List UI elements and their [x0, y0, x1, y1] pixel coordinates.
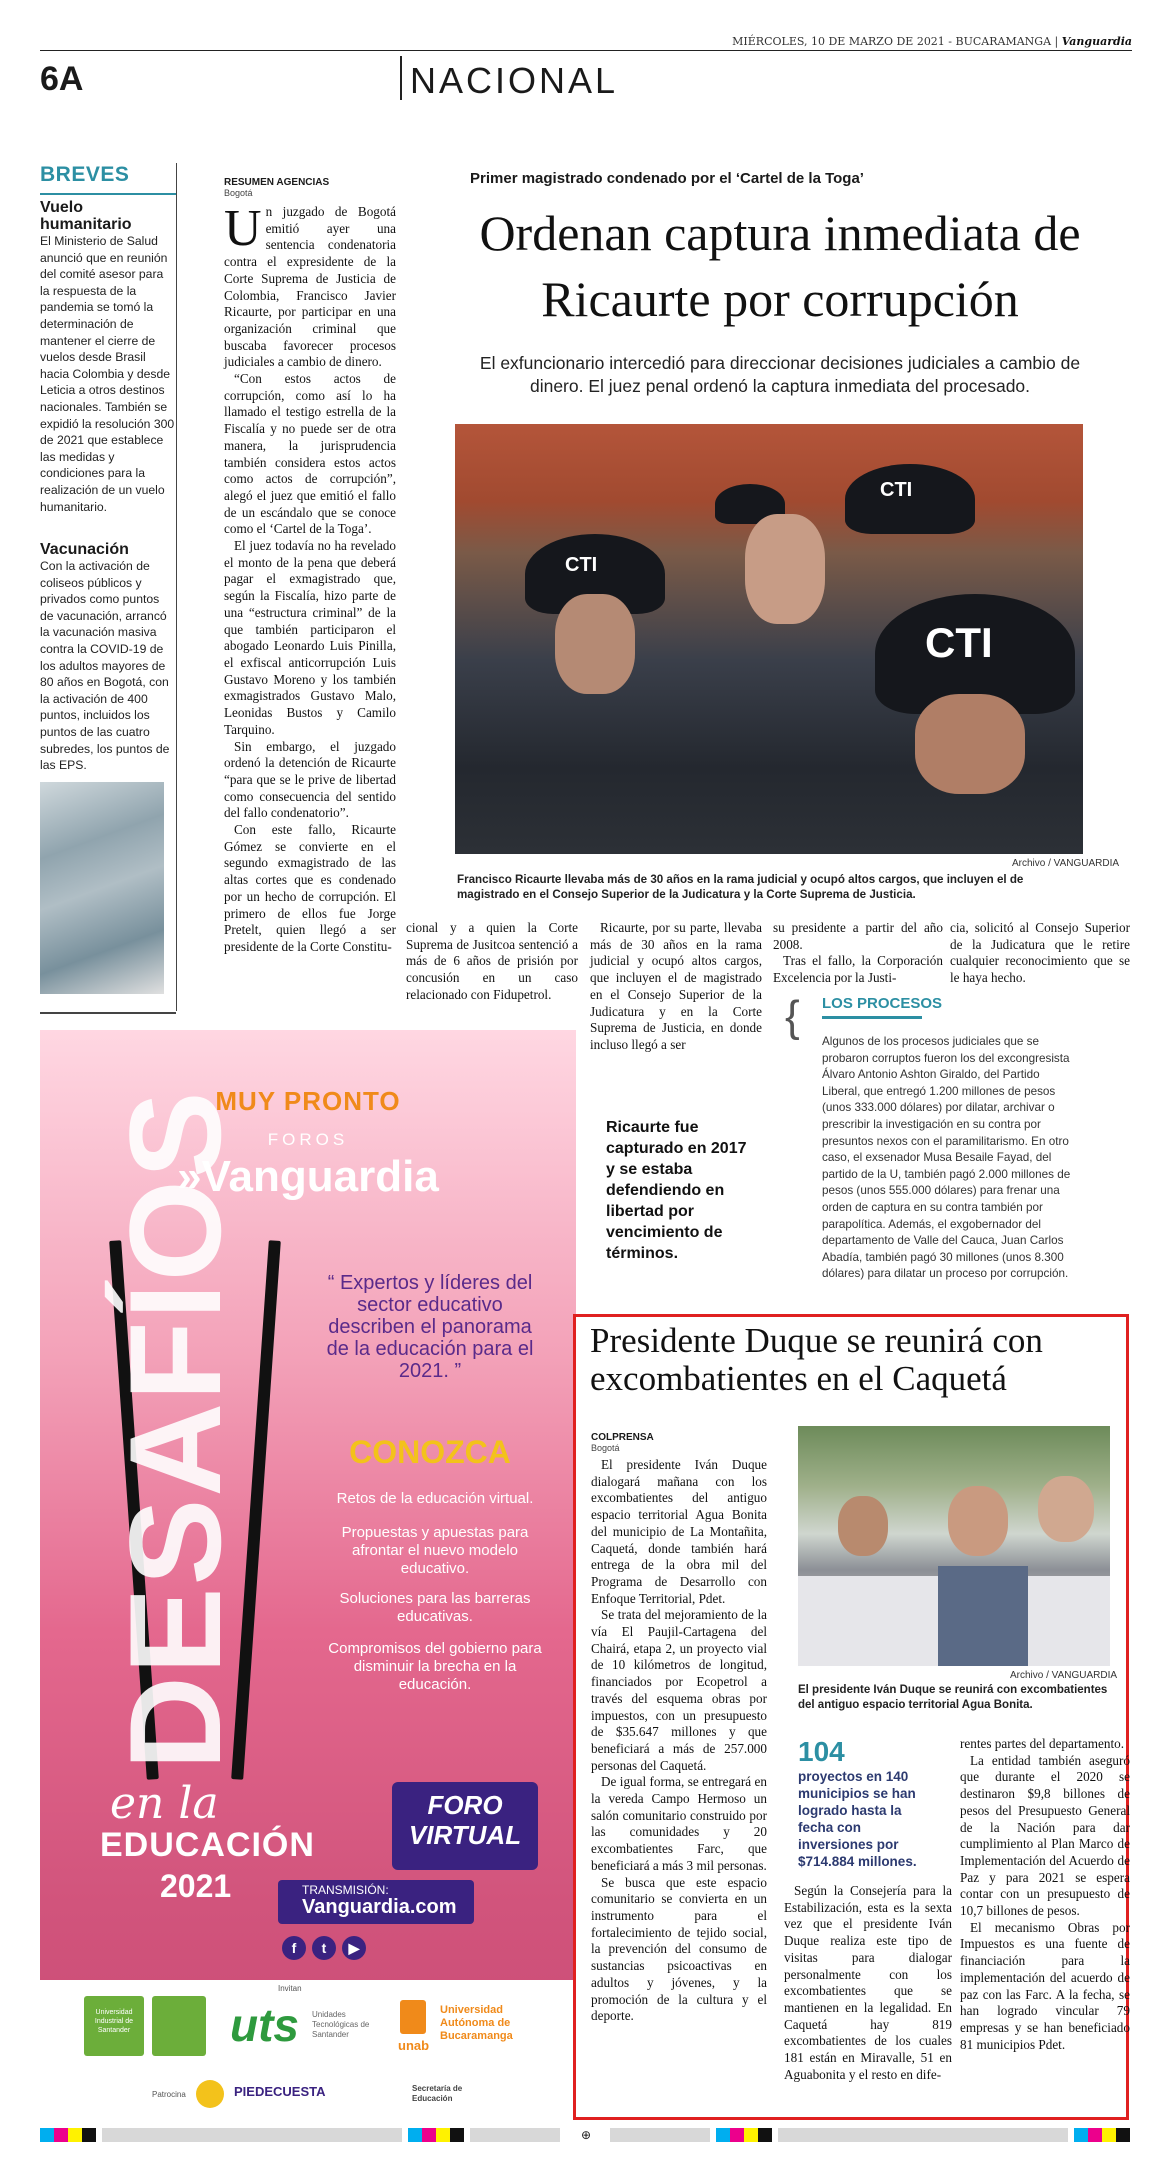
registration-mark-icon: ⊕ — [580, 2128, 592, 2142]
header-rule — [40, 50, 1132, 51]
body-paragraph: De igual forma, se entregará en la vereda Campo Hermoso un salón comunitario construido por las comunidades y 20 excombatientes Farc, que beneficiará a más 3 mil personas. — [591, 1774, 767, 1873]
section-divider — [400, 56, 402, 100]
ad-sponsors — [40, 1980, 576, 2122]
page-number: 6A — [40, 60, 84, 98]
body-paragraph: El juez todavía no ha revelado el monto de la pena que deberá pagar el exmagistrado que, según la Fiscalía, hizo parte de una “estructura criminal” de la que también participaron el abogado Leonardo Luis Pinilla, el exfiscal anticorrupción Luis Gustavo Moreno y los también exmagistrados Gustavo Malo, Leonidas Bustos y Camilo Tarquino. — [224, 538, 396, 737]
ad-year: 2021 — [160, 1868, 232, 1904]
story-photo — [798, 1426, 1110, 1666]
ad-list-item: Compromisos del gobierno para disminuir la brecha en la educación. — [328, 1640, 542, 1693]
unab-logo-text: unab — [398, 2038, 430, 2053]
body-paragraph: su presidente a partir del año 2008. — [773, 920, 943, 952]
brace-icon: { — [785, 992, 800, 1041]
unab-logo — [400, 2000, 426, 2034]
photo-cti-text: CTI — [565, 554, 598, 576]
youtube-icon: ▶ — [342, 1936, 366, 1960]
body-column — [224, 200, 396, 956]
advertisement — [40, 1030, 576, 2122]
ad-quote: “ Expertos y líderes del sector educativo describen el panorama de la educación para el 2021. ” — [326, 1272, 534, 1382]
body-column — [773, 920, 943, 987]
dateline-city: Bogotá — [591, 1443, 620, 1453]
body-paragraph: Se busca que este espacio comunitario se convierta en un instrumento para el fortalecimiento de tejido social, la prevención del consumo de sustancias psicoactivas en adultos y jóvenes, y la promoción de la cultura y el deporte. — [591, 1874, 767, 2024]
body-column — [590, 920, 762, 1054]
uis-logo-text: Universidad Industrial de Santander — [94, 2009, 134, 2034]
date-line: MIÉRCOLES, 10 DE MARZO DE 2021 - BUCARAMANGA | Vanguardia — [732, 35, 1132, 48]
ad-list-item: Retos de la educación virtual. — [336, 1490, 534, 1507]
stat-text: proyectos en 140 municipios se han logrado hasta la fecha con inversiones por $714.884 millones. — [798, 1769, 917, 1869]
body-column — [406, 920, 578, 1004]
ad-foro-virtual: FORO VIRTUAL — [408, 1790, 522, 1850]
drop-cap: U — [224, 200, 262, 257]
brief-text: Con la activación de coliseos públicos y privados como puntos de vacunación, arrancó la vacunación masiva contra la COVID-19 de los adultos mayores de 80 años en Bogotá, con la activación de 400 puntos, incluidos los puntos de las cuatro subredes, los puntos de las EPS. — [40, 559, 170, 773]
masthead-brand: Vanguardia — [1061, 35, 1132, 48]
brief-text: El Ministerio de Salud anunció que en reunión del comité asesor para la respuesta de la pandemia se tomó la determinación de mantener el cierre de vuelos desde Brasil hacia Colombia y desde Leticia a otros destinos nacionales. También se expidió la resolución 300 de 2021 que establece las medidas y condiciones para la realización de un vuelo humanitario. — [40, 234, 175, 514]
piedecuesta-logo: PIEDECUESTA — [234, 2084, 326, 2099]
body-column — [591, 1457, 767, 2025]
secretaria-logo: Secretaría de Educación — [412, 2084, 463, 2103]
ad-patrocina: Patrocina — [152, 2090, 186, 2099]
photo-cti-text: CTI — [880, 479, 913, 501]
body-paragraph: El presidente Iván Duque dialogará mañana con los excombatientes del antiguo espacio territorial Agua Bonita del municipio de La Montañita, Caquetá, donde también hará entrega de la obra mil del Programa de Desarrollo con Enfoque Territorial, Pdet. — [591, 1457, 767, 1606]
ad-en-la: en la — [110, 1778, 219, 1829]
dateline-city: Bogotá — [224, 188, 253, 198]
ad-list-item: Propuestas y apuestas para afrontar el nuevo modelo educativo. — [341, 1524, 529, 1577]
ad-transmision-url: Vanguardia.com — [302, 1896, 457, 1918]
ad-list-item: Soluciones para las barreras educativas. — [339, 1590, 531, 1625]
byline: RESUMEN AGENCIAS — [224, 177, 330, 188]
ad-big-word: DESAFÍOS — [102, 1089, 248, 1770]
uts-logo: uts — [230, 1999, 299, 2051]
facebook-icon: f — [282, 1936, 306, 1960]
photo-caption: El presidente Iván Duque se reunirá con excombatientes del antiguo espacio territorial Agua Bonita. — [798, 1684, 1108, 1711]
brief-headline: Vacunación — [40, 541, 129, 559]
photo-cti-text: CTI — [925, 619, 993, 666]
story-photo — [455, 424, 1083, 854]
vaccination-photo — [40, 782, 164, 994]
section-name: NACIONAL — [410, 60, 619, 101]
unab-name: Universidad Autónoma de Bucaramanga — [440, 2004, 513, 2042]
byline: COLPRENSA — [591, 1432, 654, 1443]
body-paragraph: cia, solicitó al Consejo Superior de la Judicatura que le retire cualquier reconocimiento que se le haya hecho. — [950, 920, 1130, 986]
body-paragraph: Según la Consejería para la Estabilización, esta es la sexta vez que el presidente Iván Duque realiza este tipo de visitas para dialogar personalmente con los excombatientes que se mantienen en la legalidad. En Caquetá hay 819 excombatientes de los cuales 181 están en Miravalle, 51 en Aguabonita y el resto en dife- — [784, 1883, 952, 2082]
body-column — [950, 920, 1130, 987]
sidebar-title: LOS PROCESOS — [822, 995, 943, 1012]
ad-educacion: EDUCACIÓN — [100, 1826, 315, 1864]
stat-number: 104 — [798, 1736, 845, 1767]
uts-logo-subtitle: Unidades Tecnológicas de Santander — [312, 2010, 370, 2039]
pull-quote: Ricaurte fue capturado en 2017 y se estaba defendiendo en libertad por vencimiento de términos. — [606, 1119, 747, 1262]
ad-transmision-label: TRANSMISIÓN: — [302, 1883, 389, 1897]
body-paragraph: cional y a quien la Corte Suprema de Jusitcoa sentenció a más de 6 años de prisión por concusión en un caso relacionado con Fidupetrol. — [406, 920, 578, 1002]
column-divider — [176, 163, 177, 1011]
body-paragraph: Tras el fallo, la Corporación Excelencia por la Justi- — [773, 953, 943, 986]
seal-logo — [196, 2080, 224, 2108]
ad-invitan: Invitan — [278, 1984, 302, 1993]
brief-headline: Vuelo humanitario — [40, 193, 176, 233]
photo-credit: Archivo / VANGUARDIA — [1012, 858, 1120, 869]
body-paragraph: Ricaurte, por su parte, llevaba más de 30 años en la rama judicial y ocupó altos cargos, que incluyen el de magistrado en el Consejo Superior de la Judicatura y en la Corte Suprema de Justicia, en donde incluso llegó a ser — [590, 920, 762, 1052]
sidebar-text: Algunos de los procesos judiciales que se probaron corruptos fueron los del excongresista Álvaro Antonio Ashton Giraldo, del Partido Liberal, que entregó 1.200 millones de pesos (unos 333.000 dólares) por dilatar, archivar o prescribir la investigación en su contra por presuntos nexos con el paramilitarismo. En otro caso, el exsenador Musa Besaile Fayad, del partido de la U, también pagó 2.000 millones de pesos (unos 555.000 dólares) para frenar una orden de captura en su contra también por parapolítica. Además, el exgobernador del departamento de Valle del Cauca, Juan Carlos Abadía, también pagó 30 millones (unos 8.300 dólares) para dilatar un proceso por corrupción. — [822, 1035, 1071, 1281]
breves-column — [40, 163, 176, 774]
body-paragraph: Sin embargo, el juzgado ordenó la detención de Ricaurte “para que se le prive de libertad como consecuencia del sentido del fallo condenatorio”. — [224, 738, 396, 821]
print-color-bar — [40, 2128, 1132, 2142]
photo-caption: Francisco Ricaurte llevaba más de 30 años en la rama judicial y ocupó altos cargos, que incluyen el de magistrado en el Consejo Superior de la Judicatura y la Corte Suprema de Justicia. — [457, 873, 1024, 901]
body-paragraph: Con este fallo, Ricaurte Gómez se convierte en el segundo exmagistrado de las altas cortes que es condenado por un hecho de corrupción. El primero de ellos fue Jorge Pretelt, quien llegó a ser presidente de la Corte Constitu- — [224, 822, 396, 954]
body-paragraph: Se trata del mejoramiento de la vía El Paujil-Cartagena del Chairá, etapa 2, un proyecto vial de 10 kilómetros de longitud, financiados por Ecopetrol a través del esquema obras por impuestos, con un presupuesto de $35.647 millones y que beneficiará a más de 257.000 personas del Caquetá. — [591, 1607, 767, 1773]
uis-seal-logo — [152, 1996, 206, 2056]
body-column — [960, 1736, 1130, 2053]
column-rule — [40, 1012, 176, 1014]
body-paragraph: rentes partes del departamento. — [960, 1736, 1125, 1751]
photo-credit: Archivo / VANGUARDIA — [1010, 1670, 1118, 1681]
story-kicker: Primer magistrado condenado por el ‘Cartel de la Toga’ — [470, 170, 864, 187]
body-paragraph: La entidad también aseguró que durante el 2020 se destinaron $9,8 billones de pesos del Presupuesto General de la Nación para dar cumplimiento al Plan Marco de Implementación del Acuerdo de Paz y para 2021 se espera contar con un presupuesto de 10,7 billones de pesos. — [960, 1752, 1130, 1919]
ad-conozca: CONOZCA — [349, 1434, 511, 1470]
breves-title: BREVES — [40, 163, 130, 186]
ad-brand: »Vanguardia — [177, 1152, 439, 1201]
body-paragraph: El mecanismo Obras por Impuestos es una fuente de financiación para la implementación del acuerdo de paz con las Farc. A la fecha, se han logrado vincular 79 empresas y se han beneficiado 81 municipios Pdet. — [960, 1919, 1130, 2052]
story-deck: El exfuncionario intercedió para direccionar decisiones judiciales a cambio de dinero. El juez penal ordenó la captura inmediata del procesado. — [479, 353, 1081, 396]
body-paragraph: n juzgado de Bogotá emitió ayer una sentencia condenatoria contra el expresidente de la Corte Suprema de Justicia de Colombia, Francisco Javier Ricaurte, por participar en una organización criminal que buscaba favorecer procesos judiciales a cambio de dinero. — [224, 204, 396, 370]
ad-foros: FOROS — [267, 1130, 349, 1149]
twitter-icon: t — [312, 1936, 336, 1960]
story-headline: Presidente Duque se reunirá con excombatientes en el Caquetá — [590, 1321, 1043, 1398]
body-paragraph: “Con estos actos de corrupción, como así lo ha llamado el testigo estrella de la Fiscalía y no puede ser de otra manera, la jurisprudencia también considera estos actos como actos de corrupción”, alegó el juez que emitió el fallo de un escándalo que se conoce como el ‘Cartel de la Toga’. — [224, 371, 396, 537]
sidebar-rule — [822, 1016, 922, 1019]
story-headline: Ordenan captura inmediata de Ricaurte por corrupción — [479, 205, 1081, 327]
body-column — [784, 1883, 952, 2083]
ad-muy-pronto: MUY PRONTO — [215, 1086, 401, 1116]
